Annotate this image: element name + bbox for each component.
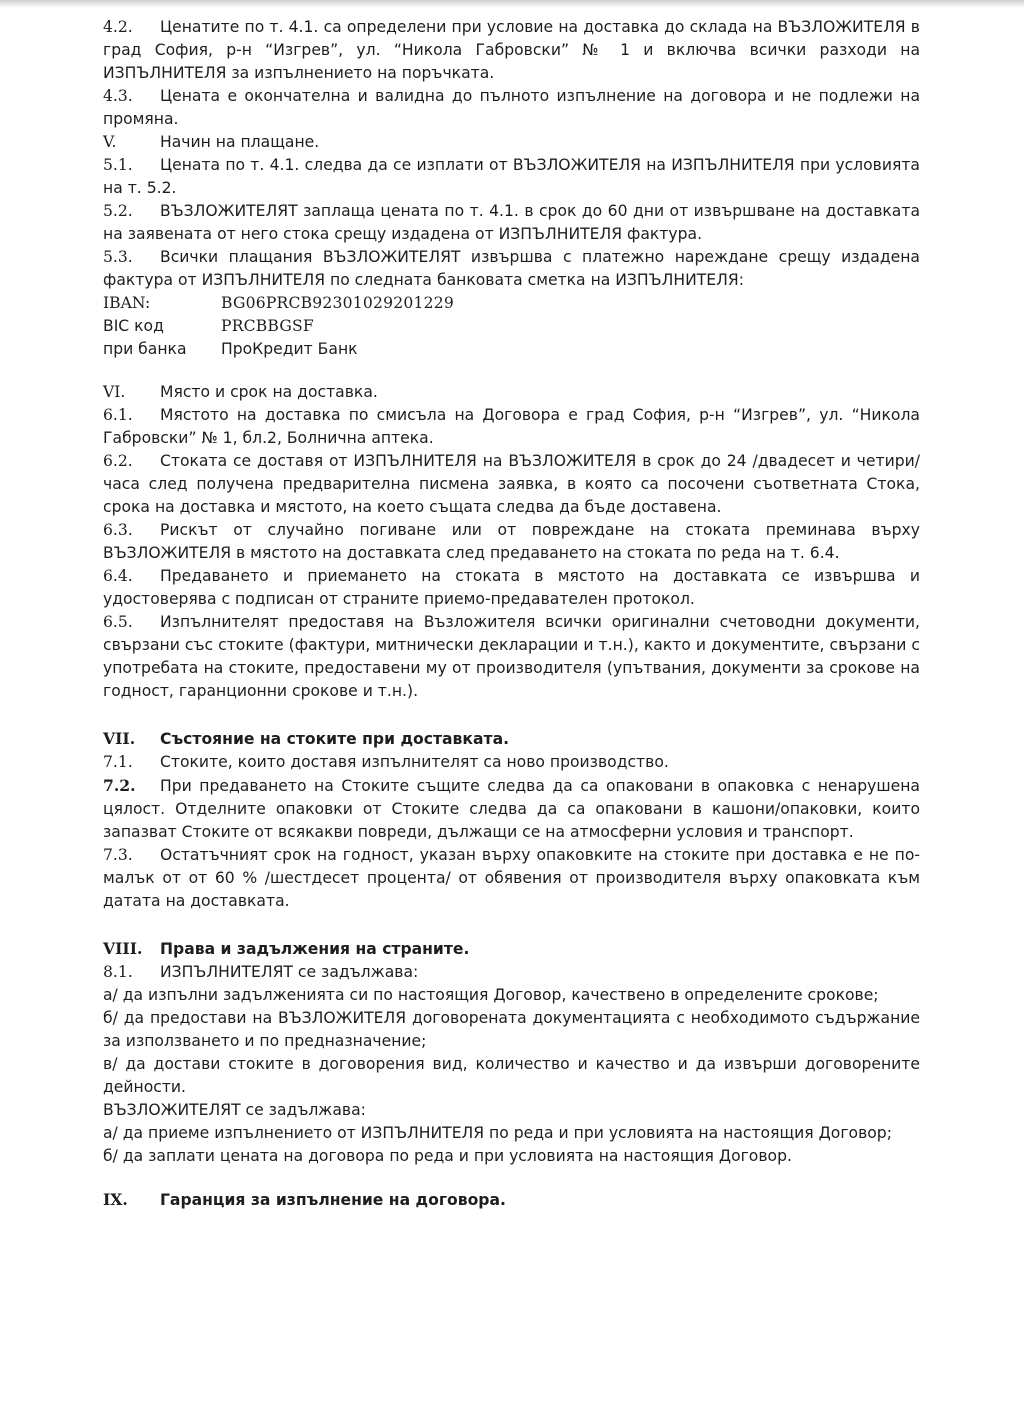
scan-edge-shadow xyxy=(0,0,1024,8)
clause-number: 7.2. xyxy=(103,776,136,795)
section-viii-heading xyxy=(103,937,920,961)
clause-number: 5.2. xyxy=(103,202,133,220)
clause-number: 5.3. xyxy=(103,248,133,266)
bank-name-row xyxy=(103,338,920,361)
clause-text: Всички плащания ВЪЗЛОЖИТЕЛЯТ извършва с платежно нареждане срещу издадена фактура от ИЗПЪЛНИТЕЛЯ по следната банковата сметка на ИЗПЪЛНИТЕЛЯ: xyxy=(103,248,920,289)
section-vi-heading xyxy=(103,381,920,404)
obligation-item: а/ да приеме изпълнението от ИЗПЪЛНИТЕЛЯ по реда и при условията на настоящия Договор; xyxy=(103,1124,892,1142)
clause-text: ВЪЗЛОЖИТЕЛЯТ заплаща цената по т. 4.1. в срок до 60 дни от извършване на доставката на заявената от него стока срещу издадена от ИЗПЪЛНИТЕЛЯ фактура. xyxy=(103,202,920,243)
clause-number: 4.3. xyxy=(103,87,133,105)
clause-6-1 xyxy=(103,404,920,450)
bic-value: PRCBBGSF xyxy=(221,317,314,335)
clause-text: Изпълнителят предоставя на Възложителя всички оригинални счетоводни документи, свързани със стоките (фактури, митнически декларации и т.н.), както и документите, свързани с употребата на стоките, предоставени му от производителя (упътвания, документи за срокове на годност, гаранционни срокове и т.н.). xyxy=(103,613,920,700)
clause-7-3 xyxy=(103,844,920,913)
section-title: Начин на плащане. xyxy=(160,133,320,151)
section-v-heading xyxy=(103,131,920,154)
obligation-item: б/ да заплати цената на договора по реда и при условията на настоящия Договор. xyxy=(103,1147,792,1165)
clause-text: Рискът от случайно погиване или от повреждане на стоката преминава върху ВЪЗЛОЖИТЕЛЯ в мястото на доставката след предаването на стоката по реда на т. 6.4. xyxy=(103,521,920,562)
bic-label: BIC код xyxy=(103,317,164,335)
clause-5-2 xyxy=(103,200,920,246)
section-title: Гаранция за изпълнение на договора. xyxy=(160,1191,506,1209)
spacer xyxy=(103,1168,920,1188)
clause-number: 6.5. xyxy=(103,613,133,631)
clause-6-2 xyxy=(103,450,920,519)
spacer xyxy=(103,361,920,381)
clause-text: ИЗПЪЛНИТЕЛЯТ се задължава: xyxy=(160,963,419,981)
section-vii-heading xyxy=(103,727,920,751)
clause-number: 4.2. xyxy=(103,18,133,36)
obligation-item: б/ да предостави на ВЪЗЛОЖИТЕЛЯ договорената документацията с необходимото съдържание за използването и по предназначение; xyxy=(103,1009,920,1050)
clause-text: Цената е окончателна и валидна до пълното изпълнение на договора и не подлежи на промяна. xyxy=(103,87,920,128)
spacer xyxy=(103,913,920,937)
section-number: VII. xyxy=(103,729,136,748)
clause-text: При предаването на Стоките същите следва да са опаковани в опаковка с ненарушена цялост. Отделните опаковки от Стоките следва да са опаковани в кашони/опаковки, които запазват Стоките от всякакви повреди, дължащи се на атмосферни условия и транспорт. xyxy=(103,777,920,841)
clause-text: Мястото на доставка по смисъла на Договора е град София, р-н “Изгрев”, ул. “Никола Габровски” № 1, бл.2, Болнична аптека. xyxy=(103,406,920,447)
section-number: IX. xyxy=(103,1190,128,1209)
clause-number: 6.4. xyxy=(103,567,133,585)
clause-number: 6.2. xyxy=(103,452,133,470)
clause-6-3 xyxy=(103,519,920,565)
bank-bic-row xyxy=(103,315,920,338)
clause-number: 7.1. xyxy=(103,753,133,771)
clause-number: 8.1. xyxy=(103,963,133,981)
contract-page xyxy=(103,16,920,1212)
section-number: VIII. xyxy=(103,939,143,958)
clause-5-3 xyxy=(103,246,920,292)
section-title: Място и срок на доставка. xyxy=(160,383,378,401)
clause-text: Остатъчният срок на годност, указан върху опаковките на стоките при доставка е не по-малък от от 60 % /шестдесет процента/ от обявения от производителя върху опаковката към датата на доставката. xyxy=(103,846,920,910)
obligation-intro: ВЪЗЛОЖИТЕЛЯТ се задължава: xyxy=(103,1101,366,1119)
bank-value: ПроКредит Банк xyxy=(221,340,358,358)
clause-number: 5.1. xyxy=(103,156,133,174)
clause-text: Ценатите по т. 4.1. са определени при условие на доставка до склада на ВЪЗЛОЖИТЕЛЯ в град София, р-н “Изгрев”, ул. “Никола Габровски” № 1 и включва всички разходи на ИЗПЪЛНИТЕЛЯ за изпълнението на поръчката. xyxy=(103,18,920,82)
section-title: Права и задължения на страните. xyxy=(160,940,470,958)
clause-text: Стоката се доставя от ИЗПЪЛНИТЕЛЯ на ВЪЗЛОЖИТЕЛЯ в срок до 24 /двадесет и четири/часа след получена предварителна писмена заявка, в която са посочени съответната Стока, срока на доставка и мястото, на което същата следва да бъде доставена. xyxy=(103,452,920,516)
obligation-item: в/ да достави стоките в договорения вид, количество и качество и да извърши договорените дейности. xyxy=(103,1055,920,1096)
clause-text: Предаването и приемането на стоката в мястото на доставката се извършва и удостоверява с подписан от страните приемо-предавателен протокол. xyxy=(103,567,920,608)
section-number: V. xyxy=(103,133,117,151)
clause-number: 6.3. xyxy=(103,521,133,539)
section-number: VI. xyxy=(103,383,126,401)
bank-label: при банка xyxy=(103,340,187,358)
clause-4-2 xyxy=(103,16,920,85)
clause-number: 7.3. xyxy=(103,846,133,864)
clause-5-1 xyxy=(103,154,920,200)
iban-value: BG06PRCB92301029201229 xyxy=(221,294,454,312)
clause-8-1 xyxy=(103,961,920,984)
bank-iban-row xyxy=(103,292,920,315)
clause-4-3 xyxy=(103,85,920,131)
clause-text: Стоките, които доставя изпълнителят са ново производство. xyxy=(160,753,669,771)
clause-7-2 xyxy=(103,774,920,844)
clause-6-4 xyxy=(103,565,920,611)
clause-text: Цената по т. 4.1. следва да се изплати от ВЪЗЛОЖИТЕЛЯ на ИЗПЪЛНИТЕЛЯ при условията на т. 5.2. xyxy=(103,156,920,197)
section-title: Състояние на стоките при доставката. xyxy=(160,730,510,748)
iban-label: IBAN: xyxy=(103,294,151,312)
clause-number: 6.1. xyxy=(103,406,133,424)
clause-6-5 xyxy=(103,611,920,703)
section-ix-heading xyxy=(103,1188,920,1212)
clause-7-1 xyxy=(103,751,920,774)
spacer xyxy=(103,703,920,727)
obligation-item: а/ да изпълни задълженията си по настоящия Договор, качествено в определените срокове; xyxy=(103,986,879,1004)
